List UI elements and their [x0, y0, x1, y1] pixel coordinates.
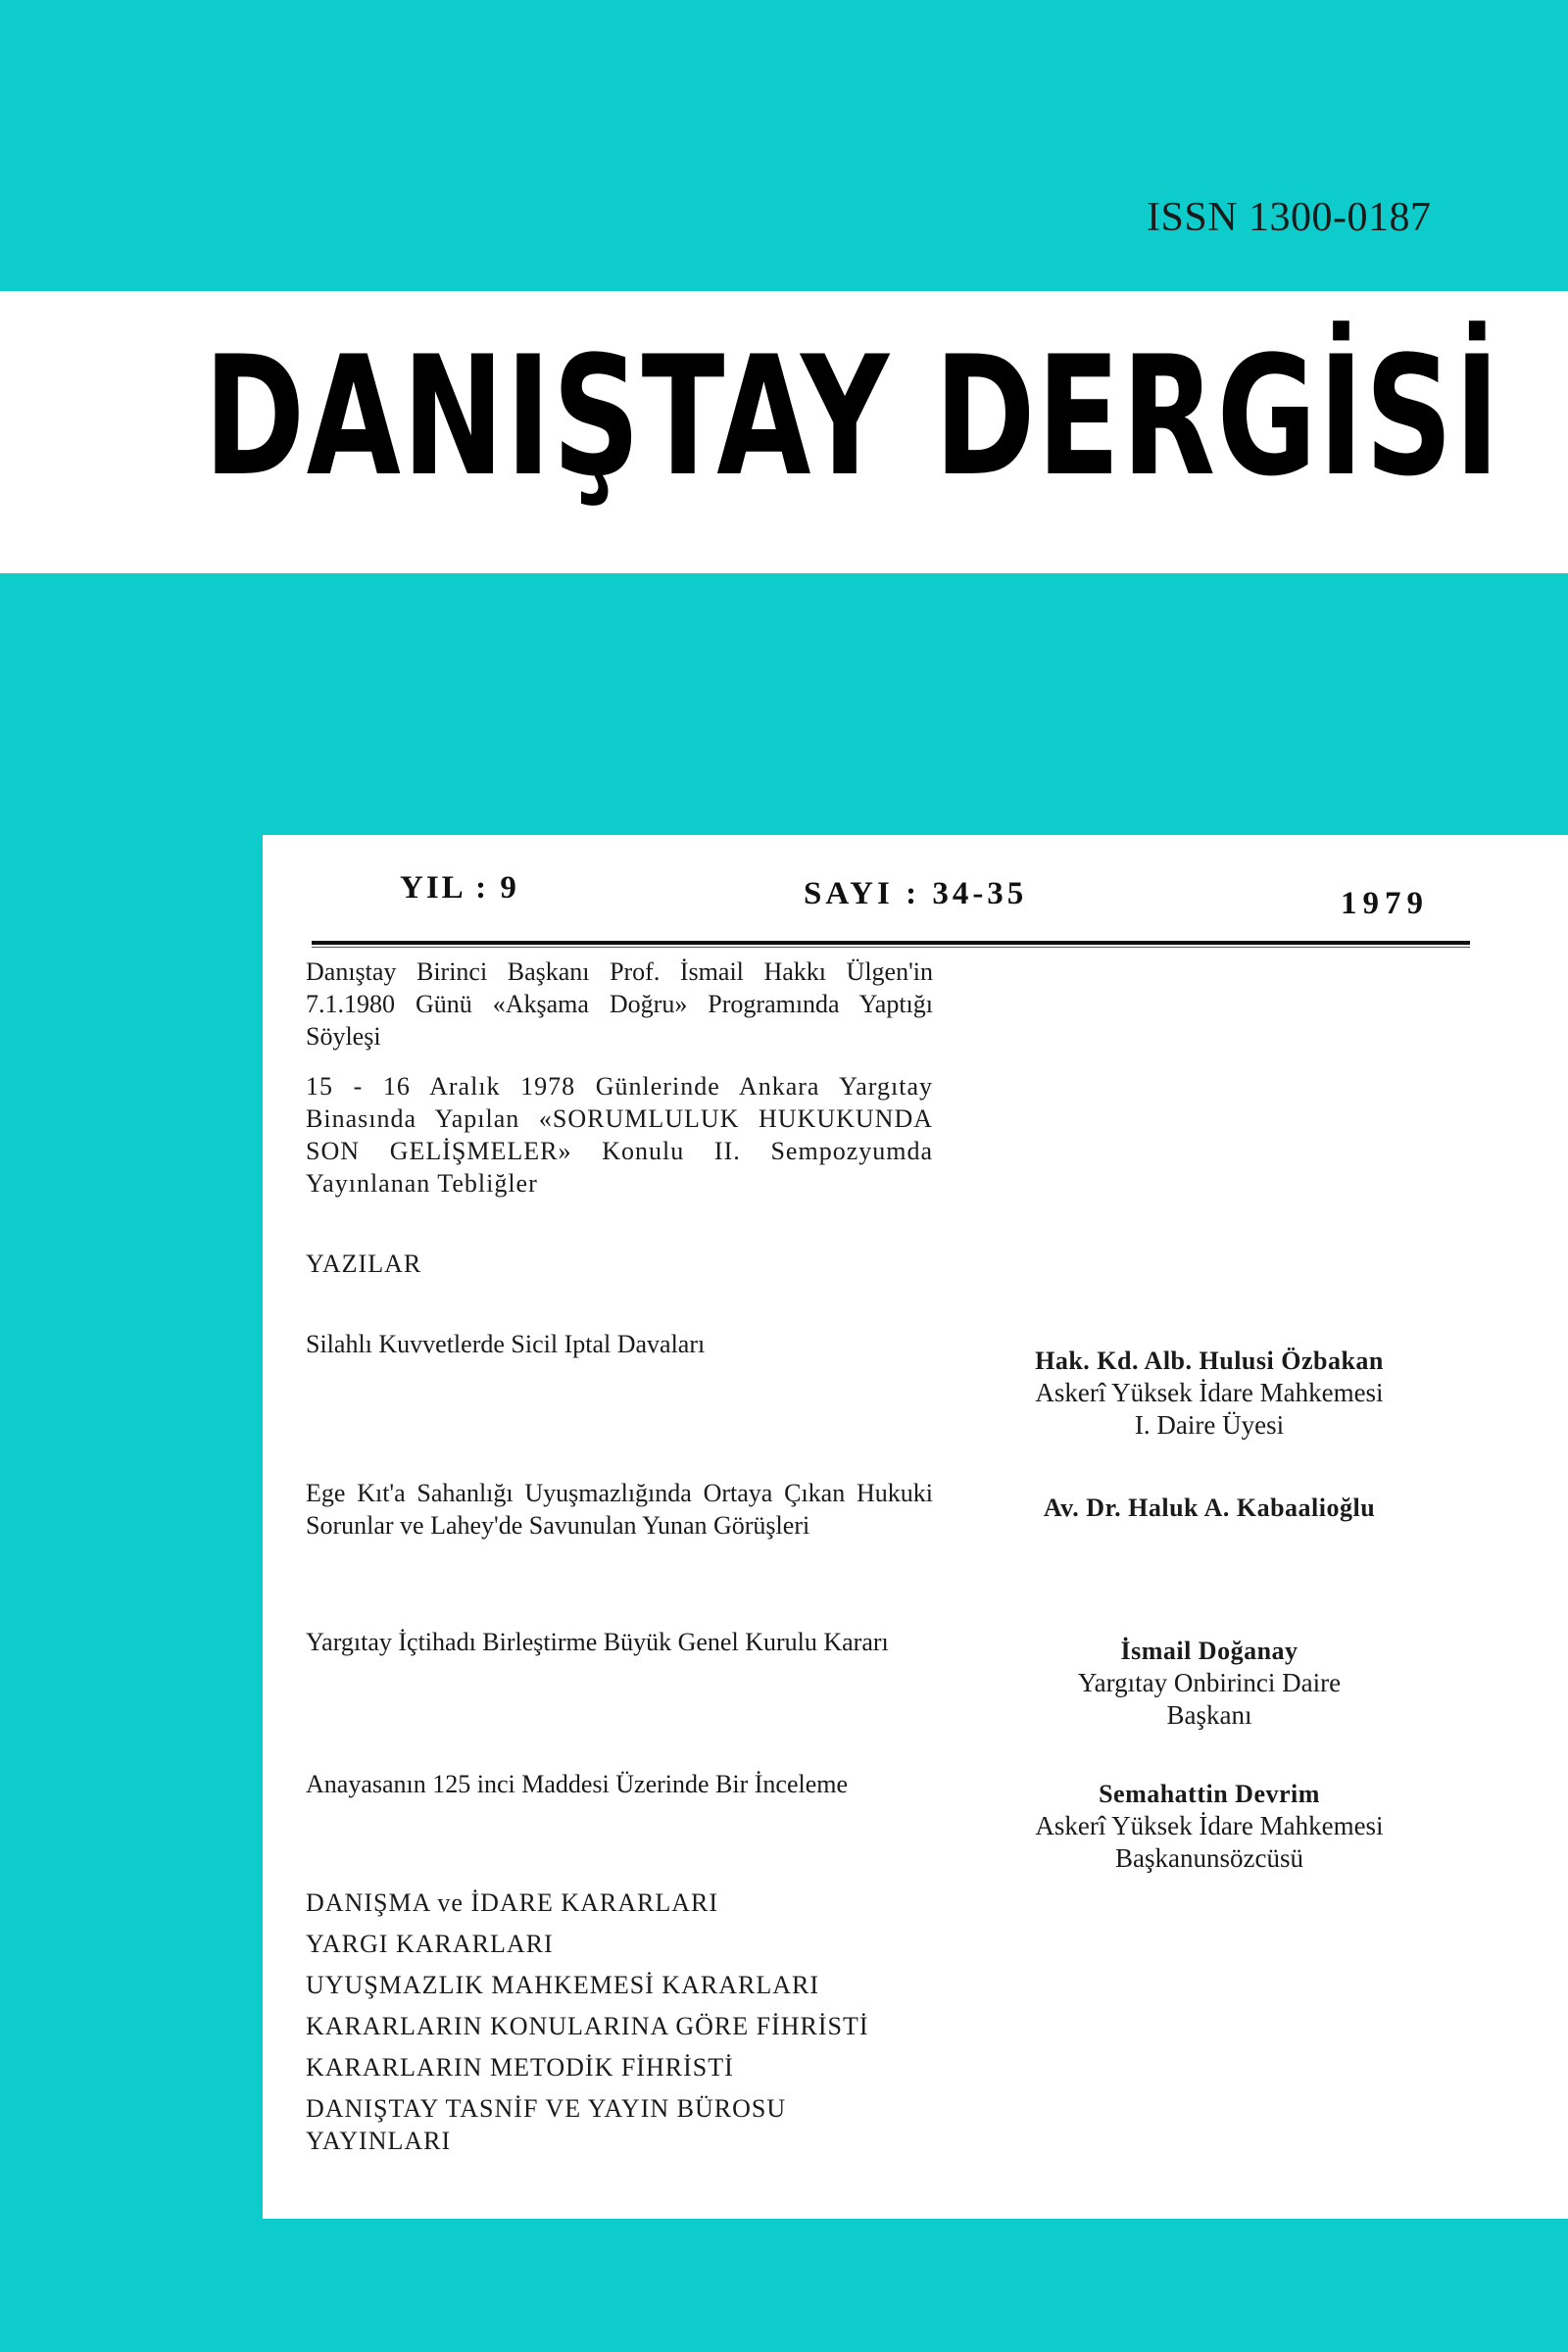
year-label: YIL : 9: [400, 870, 519, 906]
section-list: [306, 1886, 894, 2166]
article-title: Yargıtay İçtihadı Birleştirme Büyük Genel Kurulu Kararı: [306, 1628, 889, 1656]
article-title: Ege Kıt'a Sahanlığı Uyuşmazlığında Ortaya Çıkan Hukuki Sorunlar ve Lahey'de Savunulan Yunan Görüşleri: [306, 1479, 933, 1540]
article-author-block: [949, 1492, 1470, 1524]
issn-number: ISSN 1300-0187: [1147, 195, 1432, 240]
issue-label: SAYI : 34-35: [804, 876, 1028, 911]
article-author-block: [949, 1345, 1470, 1442]
article-author: Semahattin Devrim: [1099, 1780, 1320, 1808]
article-affiliation: Başkanı: [1166, 1700, 1252, 1730]
article-affiliation: Yargıtay Onbirinci Daire: [1077, 1668, 1342, 1697]
intro-item: Danıştay Birinci Başkanı Prof. İsmail Hakkı Ülgen'in 7.1.1980 Günü «Akşama Doğru» Programında Yaptığı Söyleşi: [306, 957, 933, 1051]
article-affiliation: Başkanunsözcüsü: [1115, 1843, 1303, 1873]
article-author: Hak. Kd. Alb. Hulusi Özbakan: [1035, 1347, 1384, 1375]
article-title: Anayasanın 125 inci Maddesi Üzerinde Bir İnceleme: [306, 1770, 849, 1798]
section-item: YARGI KARARLARI: [306, 1930, 554, 1958]
article-author-block: [949, 1778, 1470, 1875]
article-affiliation: Askerî Yüksek İdare Mahkemesi: [1035, 1378, 1384, 1407]
article-author-block: [949, 1635, 1470, 1732]
article-author: İsmail Doğanay: [1120, 1637, 1298, 1665]
section-heading: YAZILAR: [306, 1250, 422, 1278]
publication-year: 1979: [1341, 886, 1429, 921]
header-divider: [312, 941, 1470, 945]
journal-title: DANIŞTAY DERGİSİ: [204, 320, 1501, 513]
section-item: DANIŞMA ve İDARE KARARLARI: [306, 1888, 719, 1917]
article-title: Silahlı Kuvvetlerde Sicil Iptal Davaları: [306, 1330, 706, 1358]
intro-item: 15 - 16 Aralık 1978 Günlerinde Ankara Yargıtay Binasında Yapılan «SORUMLULUK HUKUKUNDA SON GELİŞMELER» Konulu II. Sempozyumda Yayınlanan Tebliğler: [306, 1072, 933, 1198]
section-item: UYUŞMAZLIK MAHKEMESİ KARARLARI: [306, 1971, 819, 1999]
article-affiliation: I. Daire Üyesi: [1134, 1410, 1285, 1440]
contents-panel: [263, 835, 1568, 2219]
section-item: KARARLARIN METODİK FİHRİSTİ: [306, 2053, 734, 2082]
article-affiliation: Askerî Yüksek İdare Mahkemesi: [1035, 1811, 1384, 1840]
section-item: KARARLARIN KONULARINA GÖRE FİHRİSTİ: [306, 2012, 869, 2040]
article-author: Av. Dr. Haluk A. Kabaalioğlu: [1043, 1494, 1376, 1522]
header-divider-thin: [312, 947, 1470, 948]
section-item: DANIŞTAY TASNİF VE YAYIN BÜROSU YAYINLARI: [306, 2094, 787, 2155]
